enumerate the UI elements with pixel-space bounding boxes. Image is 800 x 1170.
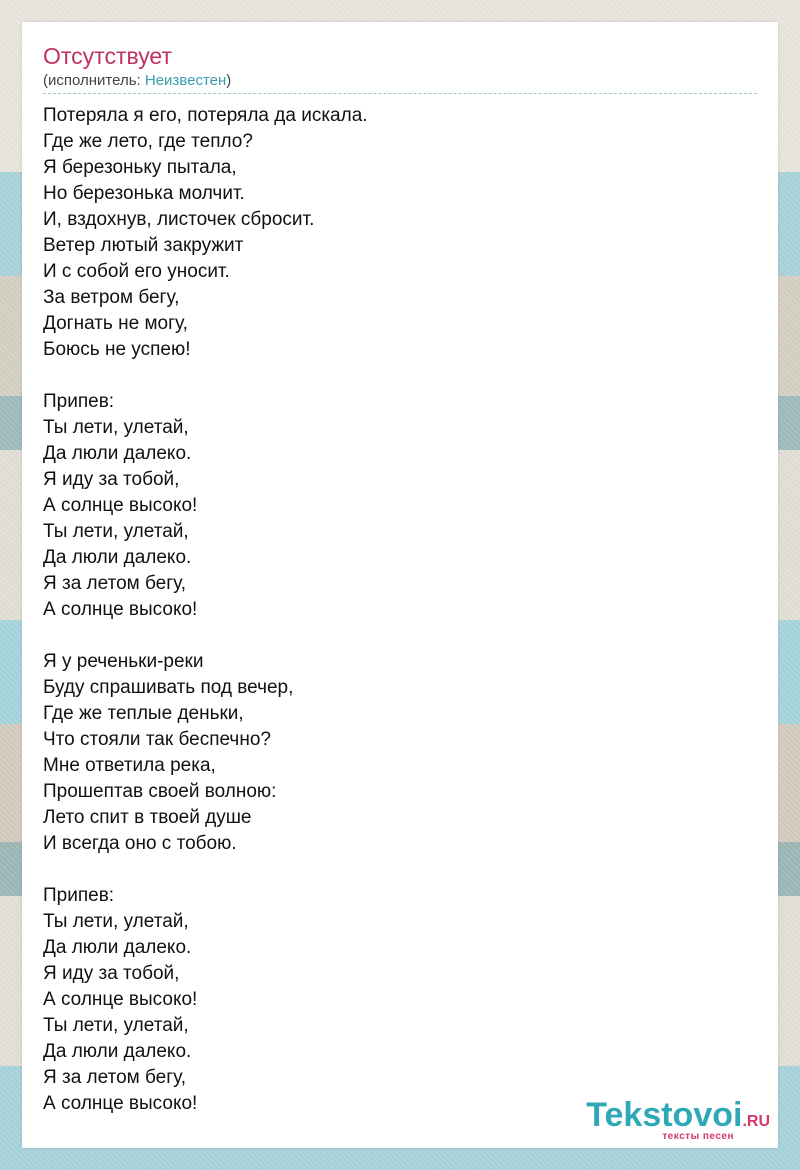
lyric-line: Потеряла я его, потеряла да искала.	[43, 105, 368, 126]
lyric-line: За ветром бегу,	[43, 287, 180, 308]
lyric-line: Ветер лютый закружит	[43, 235, 244, 256]
lyric-line: Я иду за тобой,	[43, 963, 180, 984]
lyric-line: А солнце высоко!	[43, 599, 198, 620]
artist-link[interactable]: Неизвестен	[144, 72, 227, 89]
lyric-line: Боюсь не успею!	[43, 339, 191, 360]
lyric-line: Я за летом бегу,	[43, 1067, 187, 1088]
artist-line	[43, 72, 757, 94]
song-title: Отсутствует	[43, 43, 172, 69]
artist-prefix: (исполнитель:	[43, 72, 145, 89]
lyric-line: Да люли далеко.	[43, 937, 192, 958]
lyric-line: Я за летом бегу,	[43, 573, 187, 594]
lyric-line: Мне ответила река,	[43, 755, 216, 776]
artist-suffix: )	[226, 72, 232, 89]
lyric-line: Да люли далеко.	[43, 547, 192, 568]
lyric-line: Да люли далеко.	[43, 443, 192, 464]
lyric-line: А солнце высоко!	[43, 495, 198, 516]
lyric-line: Ты лети, улетай,	[43, 417, 189, 438]
lyric-line: И всегда оно с тобою.	[43, 833, 237, 854]
lyric-line: Прошептав своей волною:	[43, 781, 277, 802]
stanza-break	[43, 857, 757, 883]
stanza-break	[43, 363, 757, 389]
lyric-line: Но березонька молчит.	[43, 183, 245, 204]
lyric-line: Я у реченьки-реки	[43, 651, 204, 672]
lyric-line: Где же лето, где тепло?	[43, 131, 253, 152]
lyric-line: Догнать не могу,	[43, 313, 188, 334]
lyric-line: А солнце высоко!	[43, 1093, 198, 1114]
lyric-line: Ты лети, улетай,	[43, 521, 189, 542]
lyric-line: Да люли далеко.	[43, 1041, 192, 1062]
logo-tagline: тексты песен	[662, 1131, 734, 1142]
lyrics-card	[22, 22, 778, 1148]
lyric-line: Ты лети, улетай,	[43, 1015, 189, 1036]
lyric-line: Я березоньку пытала,	[43, 157, 237, 178]
lyric-line: Буду спрашивать под вечер,	[43, 677, 294, 698]
logo-name: Tekstovoi	[586, 1096, 743, 1134]
lyric-line: Лето спит в твоей душе	[43, 807, 252, 828]
lyric-line: Припев:	[43, 885, 115, 906]
logo-tld: .RU	[742, 1113, 770, 1130]
lyric-line: И с собой его уносит.	[43, 261, 230, 282]
lyric-line: Что стояли так беспечно?	[43, 729, 271, 750]
lyrics-text	[43, 103, 757, 1117]
lyric-line: Я иду за тобой,	[43, 469, 180, 490]
lyric-line: Где же теплые деньки,	[43, 703, 244, 724]
site-logo[interactable]	[550, 1098, 770, 1144]
lyric-line: Припев:	[43, 391, 115, 412]
lyric-line: И, вздохнув, листочек сбросит.	[43, 209, 315, 230]
lyric-line: Ты лети, улетай,	[43, 911, 189, 932]
lyric-line: А солнце высоко!	[43, 989, 198, 1010]
stanza-break	[43, 623, 757, 649]
